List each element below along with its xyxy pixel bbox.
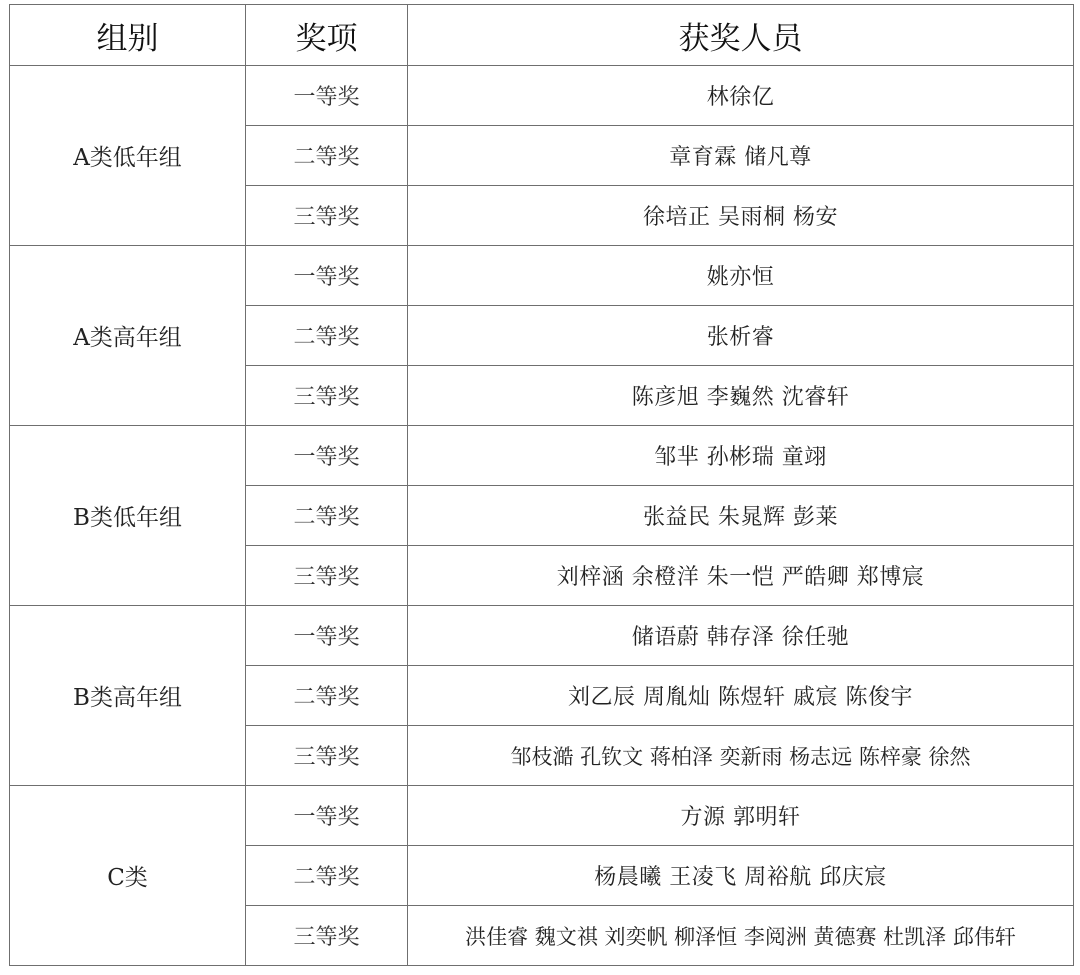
winners-list: 徐培正 吴雨桐 杨安 bbox=[408, 186, 1074, 246]
group-name: A类高年组 bbox=[10, 246, 246, 426]
group-name: B类高年组 bbox=[10, 606, 246, 786]
winners-list: 洪佳睿 魏文祺 刘奕帆 柳泽恒 李阅洲 黄德赛 杜凯泽 邱伟轩 bbox=[408, 906, 1074, 966]
winners-list: 陈彦旭 李巍然 沈睿轩 bbox=[408, 366, 1074, 426]
prize-level: 三等奖 bbox=[246, 726, 408, 786]
prize-level: 三等奖 bbox=[246, 906, 408, 966]
winners-list: 张析睿 bbox=[408, 306, 1074, 366]
table-row bbox=[10, 246, 1074, 306]
prize-level: 二等奖 bbox=[246, 486, 408, 546]
prize-level: 二等奖 bbox=[246, 126, 408, 186]
prize-level: 三等奖 bbox=[246, 366, 408, 426]
winners-list: 邹芈 孙彬瑞 童翊 bbox=[408, 426, 1074, 486]
table-row bbox=[10, 606, 1074, 666]
winners-list: 张益民 朱晁辉 彭莱 bbox=[408, 486, 1074, 546]
winners-list: 刘梓涵 余橙洋 朱一恺 严皓卿 郑博宸 bbox=[408, 546, 1074, 606]
prize-level: 二等奖 bbox=[246, 666, 408, 726]
table-row bbox=[10, 66, 1074, 126]
header-row bbox=[10, 5, 1074, 66]
table-row bbox=[10, 786, 1074, 846]
prize-level: 一等奖 bbox=[246, 66, 408, 126]
group-name: C类 bbox=[10, 786, 246, 966]
group-name: A类低年组 bbox=[10, 66, 246, 246]
prize-level: 一等奖 bbox=[246, 246, 408, 306]
winners-list: 杨晨曦 王凌飞 周裕航 邱庆宸 bbox=[408, 846, 1074, 906]
prize-level: 一等奖 bbox=[246, 786, 408, 846]
prize-level: 一等奖 bbox=[246, 606, 408, 666]
header-prize: 奖项 bbox=[246, 5, 408, 66]
winners-list: 姚亦恒 bbox=[408, 246, 1074, 306]
prize-level: 二等奖 bbox=[246, 306, 408, 366]
winners-list: 储语蔚 韩存泽 徐任驰 bbox=[408, 606, 1074, 666]
header-winners: 获奖人员 bbox=[408, 5, 1074, 66]
prize-level: 三等奖 bbox=[246, 546, 408, 606]
winners-list: 邹枝澔 孔钦文 蒋柏泽 奕新雨 杨志远 陈梓豪 徐然 bbox=[408, 726, 1074, 786]
winners-list: 方源 郭明轩 bbox=[408, 786, 1074, 846]
prize-level: 一等奖 bbox=[246, 426, 408, 486]
group-name: B类低年组 bbox=[10, 426, 246, 606]
award-table bbox=[9, 4, 1074, 966]
winners-list: 刘乙辰 周胤灿 陈煜轩 戚宸 陈俊宇 bbox=[408, 666, 1074, 726]
table-row bbox=[10, 426, 1074, 486]
header-group: 组别 bbox=[10, 5, 246, 66]
prize-level: 三等奖 bbox=[246, 186, 408, 246]
winners-list: 章育霖 储凡尊 bbox=[408, 126, 1074, 186]
winners-list: 林徐亿 bbox=[408, 66, 1074, 126]
prize-level: 二等奖 bbox=[246, 846, 408, 906]
